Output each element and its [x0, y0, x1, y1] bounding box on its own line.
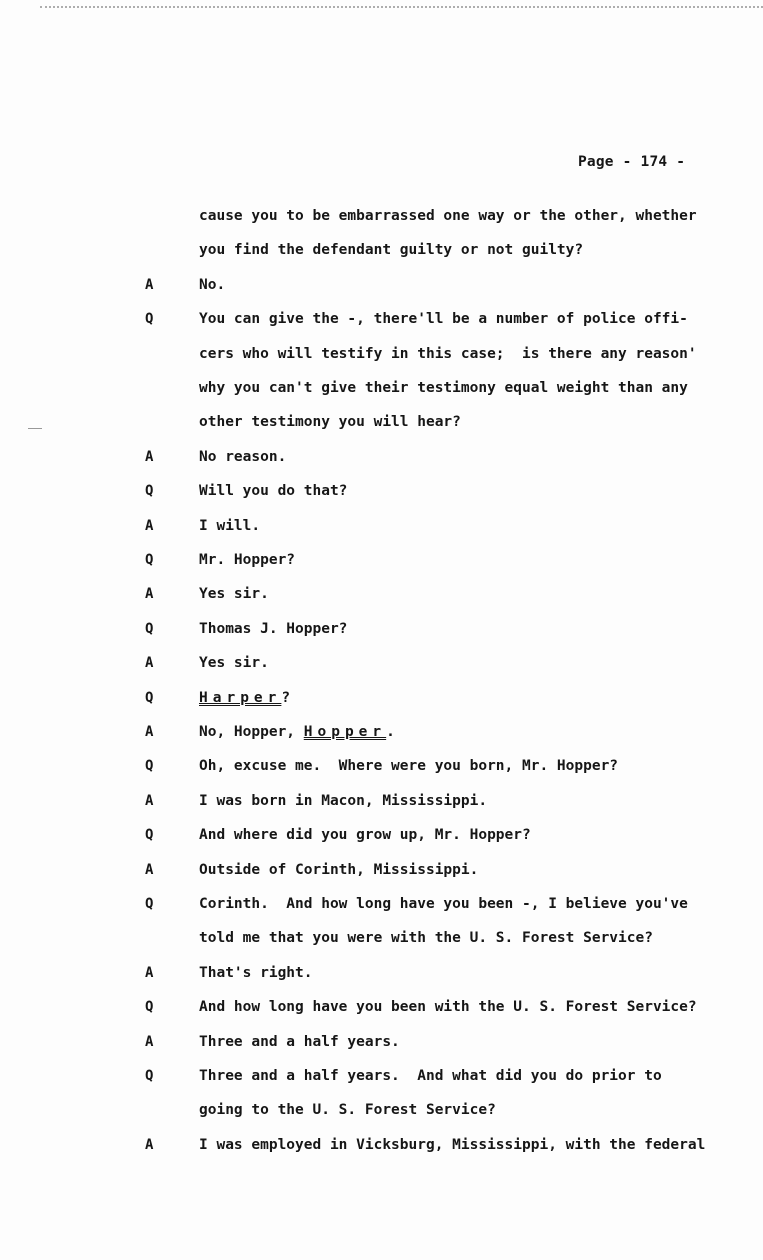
transcript-line [199, 824, 531, 846]
line-text: No, Hopper, [199, 724, 304, 740]
line-text: Thomas J. Hopper? [199, 621, 348, 637]
transcript-line [199, 205, 697, 227]
speaker-label: A [145, 518, 154, 534]
speaker-label: A [145, 1034, 154, 1050]
spelled-name: Hopper [303, 724, 387, 740]
line-text: you find the defendant guilty or not guilty? [199, 242, 584, 258]
spelled-name: Harper [199, 690, 282, 706]
transcript-line [199, 1065, 662, 1087]
speaker-label: Q [145, 621, 154, 637]
line-text: Corinth. And how long have you been -, I believe you've [199, 896, 688, 912]
transcript-line [199, 308, 688, 330]
transcript-line [199, 377, 688, 399]
transcript-line [199, 446, 286, 468]
transcript-line [199, 549, 295, 571]
speaker-label: A [145, 965, 154, 981]
transcript-line [199, 927, 653, 949]
line-text: Yes sir. [199, 655, 269, 671]
line-text: Yes sir. [199, 586, 269, 602]
speaker-label: A [145, 793, 154, 809]
transcript-line [199, 962, 313, 984]
speaker-label: A [145, 449, 154, 465]
speaker-label: A [145, 586, 154, 602]
speaker-label: Q [145, 552, 154, 568]
transcript-line [199, 1031, 400, 1053]
speaker-label: Q [145, 758, 154, 774]
line-text: You can give the -, there'll be a number of police offi- [199, 311, 688, 327]
line-text: No. [199, 277, 226, 293]
transcript-line [199, 721, 395, 743]
margin-mark [28, 428, 42, 429]
line-text: And where did you grow up, Mr. Hopper? [199, 827, 531, 843]
line-text: going to the U. S. Forest Service? [199, 1102, 496, 1118]
line-text: Three and a half years. [199, 1034, 400, 1050]
speaker-label: Q [145, 896, 154, 912]
speaker-label: Q [145, 690, 154, 706]
transcript-line [199, 893, 688, 915]
line-text: other testimony you will hear? [199, 414, 461, 430]
line-text: Outside of Corinth, Mississippi. [199, 862, 479, 878]
transcript-line [199, 687, 290, 709]
transcript-line [199, 859, 478, 881]
line-text: That's right. [199, 965, 313, 981]
speaker-label: A [145, 862, 154, 878]
line-text: I will. [199, 518, 261, 534]
speaker-label: Q [145, 483, 154, 499]
line-text: cause you to be embarrassed one way or the other, whether [199, 208, 697, 224]
line-punctuation: . [386, 724, 395, 740]
line-text: Three and a half years. And what did you do prior to [199, 1068, 662, 1084]
line-text: Mr. Hopper? [199, 552, 296, 568]
transcript-line [199, 274, 225, 296]
transcript-line [199, 1134, 705, 1156]
transcript-line [199, 996, 697, 1018]
transcript-line [199, 1099, 496, 1121]
transcript-line [199, 790, 487, 812]
line-text: And how long have you been with the U. S. Forest Service? [199, 999, 697, 1015]
transcript-line [199, 618, 347, 640]
top-edge-rule [40, 0, 763, 8]
speaker-label: Q [145, 827, 154, 843]
line-text: I was employed in Vicksburg, Mississippi, with the federal [199, 1137, 706, 1153]
speaker-label: A [145, 655, 154, 671]
transcript-line [199, 652, 269, 674]
line-text: why you can't give their testimony equal weight than any [199, 380, 688, 396]
page-number: Page - 174 - [578, 154, 686, 170]
transcript-line [199, 411, 461, 433]
speaker-label: A [145, 1137, 154, 1153]
speaker-label: Q [145, 311, 154, 327]
speaker-label: A [145, 724, 154, 740]
line-text: I was born in Macon, Mississippi. [199, 793, 488, 809]
transcript-line [199, 515, 260, 537]
line-text: Oh, excuse me. Where were you born, Mr. Hopper? [199, 758, 619, 774]
transcript-line [199, 343, 697, 365]
speaker-label: Q [145, 1068, 154, 1084]
transcript-line [199, 239, 583, 261]
line-text: Will you do that? [199, 483, 348, 499]
line-text: told me that you were with the U. S. Forest Service? [199, 930, 653, 946]
transcript-line [199, 583, 269, 605]
speaker-label: Q [145, 999, 154, 1015]
transcript-line [199, 755, 618, 777]
line-text: cers who will testify in this case; is there any reason' [199, 346, 697, 362]
speaker-label: A [145, 277, 154, 293]
line-punctuation: ? [281, 690, 291, 706]
line-text: No reason. [199, 449, 287, 465]
transcript-line [199, 480, 347, 502]
